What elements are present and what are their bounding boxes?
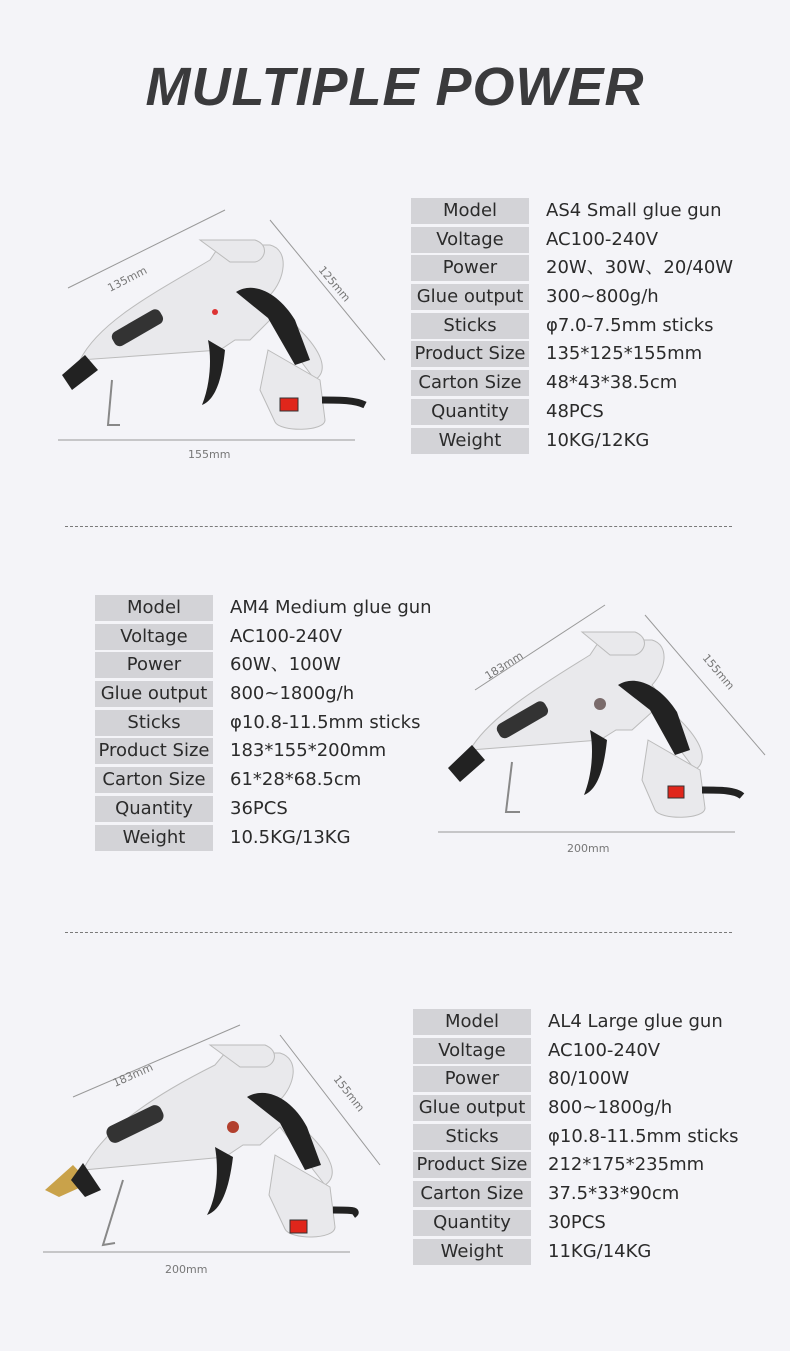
power-switch-icon [668, 786, 684, 798]
spec-label: Quantity [95, 796, 213, 822]
spec-label: Glue output [413, 1095, 531, 1121]
spec-label: Weight [411, 428, 529, 454]
spec-value: 800~1800g/h [230, 683, 355, 705]
spec-value: AM4 Medium glue gun [230, 597, 432, 618]
spec-label: Model [411, 198, 529, 224]
spec-value: 10KG/12KG [546, 429, 650, 451]
spec-value: 60W、100W [230, 654, 341, 676]
spec-label: Carton Size [411, 370, 529, 396]
spec-label: Voltage [411, 227, 529, 253]
power-switch-icon [290, 1220, 307, 1233]
spec-label: Power [411, 255, 529, 281]
section-divider [65, 526, 732, 527]
page-title: MULTIPLE POWER [145, 57, 645, 117]
spec-value: 30PCS [548, 1211, 606, 1233]
spec-label: Model [413, 1009, 531, 1035]
spec-value: 37.5*33*90cm [548, 1183, 680, 1205]
dimension-label: 183mm [110, 1060, 155, 1090]
spec-label: Model [95, 595, 213, 621]
spec-value: AL4 Large glue gun [548, 1011, 723, 1032]
dimension-label: 135mm [105, 263, 150, 295]
dimension-label: 155mm [330, 1072, 368, 1115]
spec-value: 20W、30W、20/40W [546, 257, 734, 279]
spec-value: φ10.8-11.5mm sticks [230, 711, 421, 733]
spec-label: Weight [95, 825, 213, 851]
spec-label: Quantity [411, 399, 529, 425]
spec-value: φ7.0-7.5mm sticks [546, 314, 714, 336]
spec-value: AC100-240V [230, 625, 343, 647]
spec-value: 135*125*155mm [546, 343, 703, 365]
spec-value: 300~800g/h [546, 286, 659, 308]
spec-value: 212*175*235mm [548, 1154, 705, 1176]
spec-label: Power [95, 652, 213, 678]
dimension-label: 183mm [482, 649, 526, 683]
glue-gun-image-am4 [430, 600, 780, 865]
spec-value: 183*155*200mm [230, 740, 387, 762]
spec-value: 48*43*38.5cm [546, 372, 678, 394]
spec-value: 10.5KG/13KG [230, 826, 351, 848]
spec-label: Quantity [413, 1210, 531, 1236]
spec-value: AS4 Small glue gun [546, 200, 722, 221]
dimension-label: 125mm [315, 263, 353, 305]
spec-value: 61*28*68.5cm [230, 769, 362, 791]
spec-label: Sticks [413, 1124, 531, 1150]
dimension-label: 155mm [188, 448, 231, 461]
spec-label: Glue output [95, 681, 213, 707]
dimension-label: 155mm [699, 651, 737, 693]
spec-label: Voltage [413, 1038, 531, 1064]
spec-label: Carton Size [95, 767, 213, 793]
spec-value: 800~1800g/h [548, 1097, 673, 1119]
spec-value: AC100-240V [548, 1039, 661, 1061]
spec-value: φ10.8-11.5mm sticks [548, 1125, 739, 1147]
spec-value: 80/100W [548, 1068, 630, 1090]
power-switch-icon [280, 398, 298, 411]
spec-label: Product Size [95, 738, 213, 764]
spec-label: Weight [413, 1239, 531, 1265]
spec-label: Product Size [413, 1152, 531, 1178]
glue-gun-image-al4 [35, 1015, 405, 1285]
spec-value: 11KG/14KG [548, 1240, 652, 1262]
spec-value: 36PCS [230, 797, 288, 819]
spec-label: Glue output [411, 284, 529, 310]
spec-label: Voltage [95, 624, 213, 650]
dimension-label: 200mm [567, 842, 610, 855]
spec-label: Product Size [411, 341, 529, 367]
spec-value: AC100-240V [546, 228, 659, 250]
spec-label: Sticks [95, 710, 213, 736]
section-divider [65, 932, 732, 933]
spec-label: Power [413, 1066, 531, 1092]
spec-label: Carton Size [413, 1181, 531, 1207]
spec-value: 48PCS [546, 400, 604, 422]
glue-gun-image-as4 [40, 200, 400, 470]
dimension-label: 200mm [165, 1263, 208, 1276]
spec-label: Sticks [411, 313, 529, 339]
